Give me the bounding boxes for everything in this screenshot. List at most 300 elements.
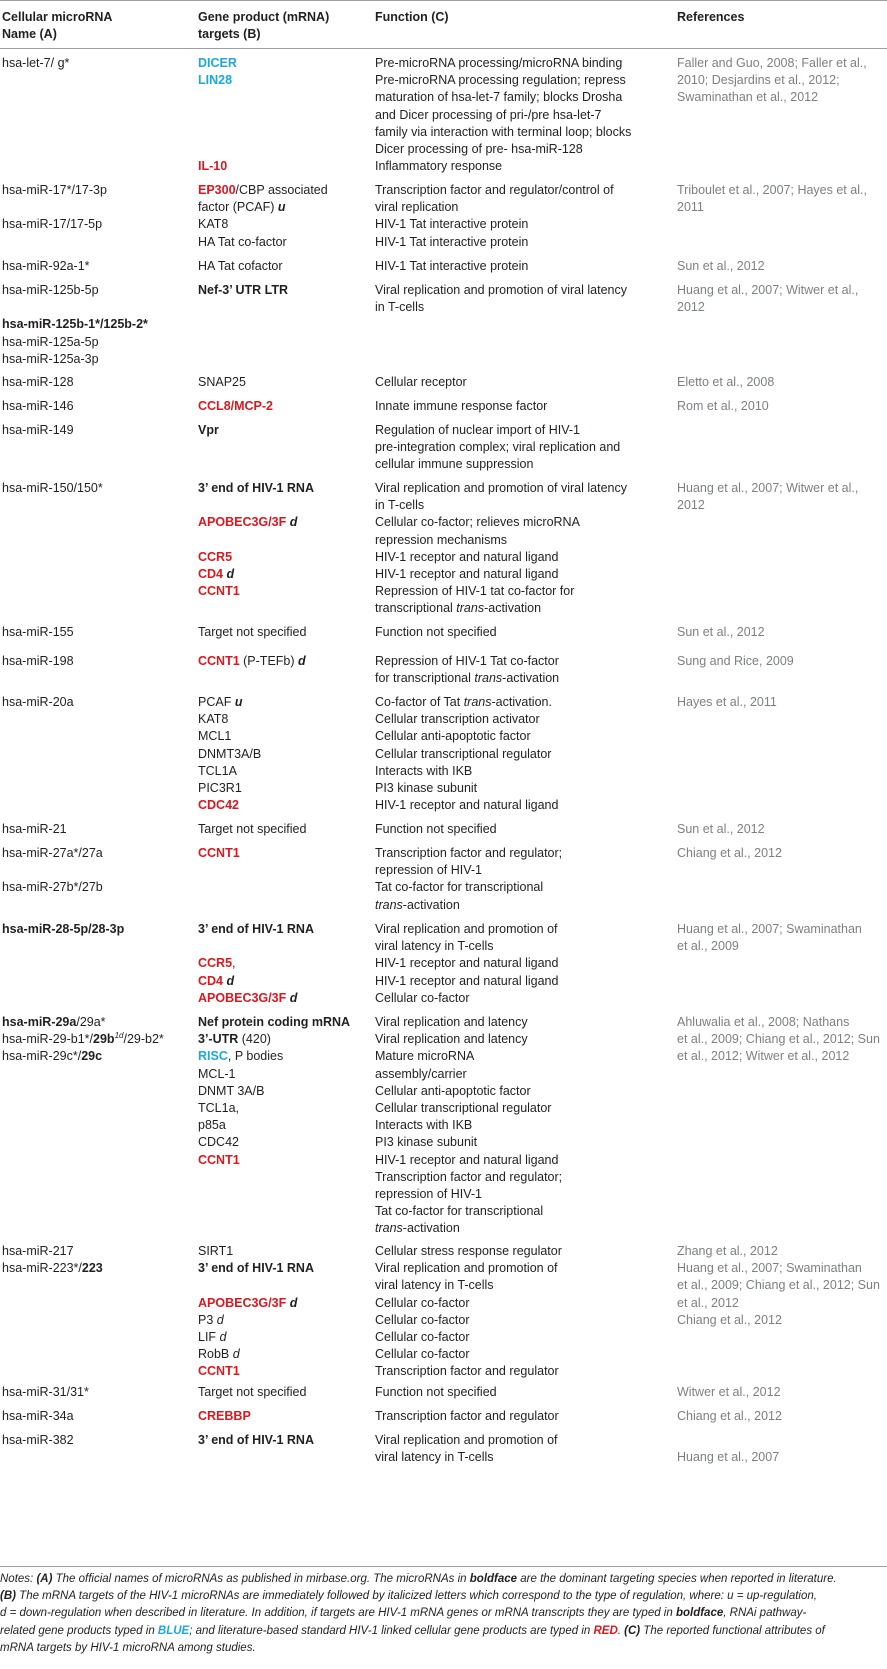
- gene-target: [198, 182, 366, 199]
- gene-target: [198, 1031, 366, 1048]
- text-segment: -activation: [484, 601, 542, 616]
- references-cell: [677, 694, 887, 711]
- function-text: Cellular stress response regulator: [375, 1244, 562, 1258]
- gene-target-cell: [198, 480, 366, 600]
- references-cell: [677, 845, 887, 862]
- microrna-name-cell: [2, 694, 182, 711]
- text-segment: Nef protein coding mRNA: [198, 1015, 351, 1029]
- gene-target: [198, 480, 366, 497]
- function-text: repression mechanisms: [375, 532, 507, 547]
- function-text: Cellular co-factor: [375, 1347, 470, 1362]
- gene-target: [198, 973, 366, 990]
- references-cell: [677, 258, 887, 275]
- note-line: [0, 1588, 887, 1605]
- microrna-name-cell: [2, 921, 182, 938]
- text-segment: 1d: [114, 1031, 124, 1041]
- gene-target: [198, 1048, 366, 1065]
- note-segment: (B): [0, 1590, 16, 1603]
- references-cell: [677, 1408, 887, 1425]
- header-col-c: Function (C): [375, 10, 449, 24]
- function-text: Cellular transcription activator: [375, 712, 540, 727]
- references-cell: [677, 398, 887, 415]
- references-cell: [677, 1384, 887, 1401]
- microrna-name: [2, 1014, 182, 1031]
- gene-target: [198, 1152, 366, 1169]
- microrna-name: hsa-miR-34a: [2, 1409, 74, 1423]
- text-segment: IL-10: [198, 159, 228, 174]
- text-segment: CCNT1: [198, 1152, 240, 1167]
- reference-text: Huang et al., 2007; Swaminathan: [677, 1261, 862, 1276]
- text-segment: p85a: [198, 1118, 226, 1133]
- note-segment: boldface: [675, 1607, 724, 1620]
- function-text: Cellular co-factor: [375, 1330, 470, 1345]
- microrna-name: hsa-miR-20a: [2, 695, 74, 709]
- gene-target: [198, 258, 366, 275]
- reference-text: et al., 2009; Chiang et al., 2012; Sun: [677, 1278, 880, 1293]
- function-cell: [375, 1243, 645, 1381]
- function-text: Cellular co-factor; relieves microRNA: [375, 515, 580, 530]
- microrna-name-cell: [2, 653, 182, 670]
- text-segment: Co-factor of Tat: [375, 695, 464, 709]
- gene-target-cell: [198, 821, 366, 838]
- gene-target: [198, 234, 366, 251]
- function-text: Viral replication and promotion of viral latency: [375, 283, 627, 297]
- reference-text: 2012: [677, 498, 705, 513]
- references-cell: [677, 374, 887, 391]
- microrna-name: hsa-miR-17*/17-3p: [2, 183, 107, 197]
- gene-target: [198, 282, 366, 299]
- text-segment: DNMT 3A/B: [198, 1083, 265, 1098]
- text-segment: MCL-1: [198, 1066, 236, 1081]
- microrna-name: hsa-miR-155: [2, 625, 74, 639]
- text-segment: -activation: [502, 671, 560, 686]
- text-segment: 3’-UTR: [198, 1032, 239, 1047]
- text-segment: d: [289, 515, 298, 530]
- gene-target: [198, 1329, 366, 1346]
- text-segment: SIRT1: [198, 1244, 234, 1258]
- text-segment: 29c: [81, 1049, 103, 1064]
- function-text: HIV-1 receptor and natural ligand: [375, 798, 559, 813]
- function-text: Cellular transcriptional regulator: [375, 1101, 552, 1116]
- header-col-d: References: [677, 10, 745, 24]
- text-segment: Nef-3’ UTR LTR: [198, 283, 289, 297]
- function-text: repression of HIV-1: [375, 863, 482, 878]
- text-segment: LIF: [198, 1330, 220, 1345]
- function-text: in T-cells: [375, 300, 425, 315]
- gene-target: [198, 1014, 366, 1031]
- text-segment: CCNT1: [198, 1364, 240, 1379]
- reference-text: Sun et al., 2012: [677, 822, 765, 836]
- references-cell: [677, 1432, 887, 1466]
- text-segment: APOBEC3G/3F: [198, 990, 290, 1005]
- microrna-name: [2, 1260, 182, 1277]
- function-text: Inflammatory response: [375, 159, 503, 174]
- gene-target: [198, 89, 366, 106]
- note-segment: (A): [36, 1573, 53, 1585]
- function-text: viral latency in T-cells: [375, 1450, 494, 1465]
- function-text: HIV-1 receptor and natural ligand: [375, 567, 559, 582]
- text-segment: P3: [198, 1312, 217, 1327]
- reference-text: Chiang et al., 2012: [677, 1409, 782, 1423]
- gene-target-cell: [198, 258, 366, 275]
- gene-target-cell: [198, 1384, 366, 1401]
- function-cell: [375, 1014, 645, 1238]
- function-text: cellular immune suppression: [375, 457, 534, 472]
- references-cell: [677, 624, 887, 641]
- reference-text: Triboulet et al., 2007; Hayes et al.,: [677, 183, 867, 197]
- note-segment: , RNAi pathway-: [723, 1607, 807, 1620]
- gene-target-cell: [198, 182, 366, 251]
- function-cell: [375, 624, 645, 641]
- microrna-name: hsa-miR-125b-5p: [2, 283, 99, 297]
- function-cell: [375, 821, 645, 838]
- text-segment: u: [234, 695, 243, 709]
- text-segment: KAT8: [198, 712, 229, 727]
- text-segment: (P-TEFb): [239, 654, 299, 668]
- text-segment: -activation: [402, 1221, 460, 1236]
- text-segment: d: [289, 1295, 298, 1310]
- microrna-name: [2, 862, 182, 879]
- function-text: HIV-1 Tat interactive protein: [375, 259, 529, 273]
- gene-target-cell: [198, 1432, 366, 1449]
- text-segment: 3’ end of HIV-1 RNA: [198, 1433, 314, 1447]
- note-segment: The reported functional attributes of: [640, 1624, 825, 1637]
- gene-target-cell: [198, 653, 366, 670]
- text-segment: 3’ end of HIV-1 RNA: [198, 922, 314, 936]
- note-segment: mRNA targets by HIV-1 microRNA among studies.: [0, 1641, 256, 1654]
- microrna-name-cell: [2, 1384, 182, 1401]
- reference-text: Sung and Rice, 2009: [677, 654, 794, 668]
- gene-target: [198, 532, 366, 549]
- references-cell: [677, 55, 887, 107]
- reference-text: et al., 2009; Chiang et al., 2012; Sun: [677, 1032, 880, 1047]
- function-text: and Dicer processing of pri-/pre hsa-let-7: [375, 107, 602, 122]
- function-text: Viral replication and promotion of viral latency: [375, 481, 627, 495]
- function-text: repression of HIV-1: [375, 1187, 482, 1202]
- function-text: Transcription factor and regulator;: [375, 846, 563, 860]
- function-cell: [375, 182, 645, 251]
- text-segment: d: [226, 973, 235, 988]
- gene-target-cell: [198, 624, 366, 641]
- microrna-name-cell: [2, 1014, 182, 1066]
- function-text: Viral replication and latency: [375, 1015, 528, 1029]
- function-text: [375, 1220, 645, 1237]
- microrna-name-cell: [2, 374, 182, 391]
- function-text: Innate immune response factor: [375, 399, 548, 413]
- gene-target: [198, 216, 366, 233]
- gene-target: [198, 1312, 366, 1329]
- function-text: [375, 670, 645, 687]
- function-text: Cellular co-factor: [375, 990, 470, 1005]
- text-segment: d: [219, 1330, 227, 1345]
- function-text: Repression of HIV-1 Tat co-factor: [375, 654, 559, 668]
- microrna-name: hsa-miR-21: [2, 822, 67, 836]
- reference-text: [677, 1432, 887, 1449]
- gene-target-cell: [198, 422, 366, 439]
- microrna-name-cell: [2, 1243, 182, 1277]
- text-segment: Target not specified: [198, 1385, 307, 1399]
- gene-target: [198, 124, 366, 141]
- text-segment: 3’ end of HIV-1 RNA: [198, 481, 314, 495]
- microrna-name: hsa-miR-150/150*: [2, 481, 103, 495]
- function-cell: [375, 1432, 645, 1466]
- gene-target: [198, 158, 366, 175]
- reference-text: Rom et al., 2010: [677, 399, 769, 413]
- text-segment: PCAF: [198, 695, 235, 709]
- text-segment: PIC3R1: [198, 781, 242, 796]
- gene-target: [198, 746, 366, 763]
- references-cell: [677, 480, 887, 514]
- note-segment: (C): [624, 1624, 641, 1637]
- gene-target-cell: [198, 694, 366, 814]
- gene-target: [198, 398, 366, 415]
- text-segment: factor (PCAF): [198, 200, 278, 215]
- text-segment: trans: [375, 1221, 403, 1236]
- note-segment: boldface: [469, 1573, 518, 1585]
- text-segment: d: [298, 654, 306, 668]
- function-text: Transcription factor and regulator: [375, 1409, 559, 1423]
- function-text: Viral replication and promotion of: [375, 1433, 558, 1447]
- reference-text: Chiang et al., 2012: [677, 846, 782, 860]
- text-segment: 223: [81, 1261, 103, 1276]
- microrna-name-cell: [2, 821, 182, 838]
- function-cell: [375, 653, 645, 687]
- references-cell: [677, 921, 887, 955]
- gene-target-cell: [198, 55, 366, 175]
- gene-target-cell: [198, 398, 366, 415]
- function-text: pre-integration complex; viral replication and: [375, 440, 621, 455]
- header-col-b: Gene product (mRNA) targets (B): [198, 10, 330, 41]
- text-segment: CCNT1: [198, 654, 240, 668]
- reference-text: Zhang et al., 2012: [677, 1244, 778, 1258]
- function-cell: [375, 398, 645, 415]
- text-segment: Target not specified: [198, 822, 307, 836]
- text-segment: (420): [238, 1032, 271, 1047]
- microrna-name: hsa-miR-149: [2, 423, 74, 437]
- text-segment: d: [216, 1312, 224, 1327]
- text-segment: , P bodies: [227, 1049, 284, 1064]
- text-segment: trans: [456, 601, 485, 616]
- text-segment: d: [289, 990, 298, 1005]
- text-segment: CDC42: [198, 1135, 239, 1150]
- gene-target: [198, 653, 366, 670]
- function-text: HIV-1 receptor and natural ligand: [375, 549, 559, 564]
- microrna-name: hsa-miR-198: [2, 654, 74, 668]
- gene-target: [198, 797, 366, 814]
- note-segment: Notes:: [0, 1573, 37, 1585]
- microrna-name: hsa-miR-217: [2, 1244, 74, 1258]
- gene-target: [198, 549, 366, 566]
- note-segment: ; and literature-based standard HIV-1 linked cellular gene products are typed in: [189, 1624, 594, 1637]
- gene-target: [198, 374, 366, 391]
- microrna-name: [2, 199, 182, 216]
- gene-target: [198, 1243, 366, 1260]
- function-text: [375, 694, 645, 711]
- function-text: Regulation of nuclear import of HIV-1: [375, 423, 580, 437]
- gene-target: [198, 780, 366, 797]
- function-text: Cellular co-factor: [375, 1295, 470, 1310]
- microrna-name: hsa-miR-146: [2, 399, 74, 413]
- text-segment: RobB: [198, 1347, 233, 1362]
- text-segment: APOBEC3G/3F: [198, 515, 290, 530]
- function-text: Tat co-factor for transcriptional: [375, 1204, 544, 1219]
- text-segment: hsa-miR-29-b1*/: [2, 1032, 94, 1047]
- microrna-name-cell: [2, 55, 182, 72]
- text-segment: for transcriptional: [375, 671, 475, 686]
- microrna-name: hsa-miR-128: [2, 375, 74, 389]
- function-cell: [375, 480, 645, 618]
- function-text: HIV-1 Tat interactive protein: [375, 234, 529, 249]
- function-text: Viral replication and latency: [375, 1032, 528, 1047]
- microrna-name-cell: [2, 258, 182, 275]
- microrna-name: hsa-miR-125a-3p: [2, 351, 99, 366]
- microrna-name-cell: [2, 182, 182, 234]
- gene-target: [198, 763, 366, 780]
- reference-text: Huang et al., 2007; Witwer et al.,: [677, 283, 859, 297]
- note-segment: The mRNA targets of the HIV-1 microRNAs are immediately followed by italicized letters which correspond to the type of regulation, where: u = up-regulation,: [15, 1590, 817, 1603]
- reference-text: Chiang et al., 2012: [677, 1312, 782, 1327]
- function-text: [375, 600, 645, 617]
- text-segment: CD4: [198, 567, 227, 582]
- reference-text: Witwer et al., 2012: [677, 1385, 781, 1399]
- reference-text: 2012: [677, 300, 705, 315]
- gene-target: [198, 566, 366, 583]
- function-text: Cellular transcriptional regulator: [375, 746, 552, 761]
- note-line: [0, 1571, 887, 1588]
- gene-target: [198, 921, 366, 938]
- function-cell: [375, 921, 645, 1007]
- gene-target: [198, 990, 366, 1007]
- text-segment: HA Tat cofactor: [198, 259, 283, 273]
- text-segment: LIN28: [198, 73, 233, 88]
- note-line: [0, 1623, 887, 1640]
- text-segment: Vpr: [198, 423, 219, 437]
- table-notes: [0, 1566, 887, 1657]
- microrna-name: hsa-miR-92a-1*: [2, 259, 90, 273]
- reference-text: et al., 2012; Witwer et al., 2012: [677, 1049, 850, 1064]
- gene-target: [198, 1083, 366, 1100]
- gene-target: [198, 694, 366, 711]
- note-segment: .: [617, 1624, 625, 1637]
- gene-target: [198, 72, 366, 89]
- function-text: HIV-1 receptor and natural ligand: [375, 956, 559, 971]
- reference-text: Huang et al., 2007: [677, 1450, 780, 1465]
- gene-target: [198, 514, 366, 531]
- reference-text: et al., 2012: [677, 1295, 739, 1310]
- text-segment: /29a*: [76, 1015, 106, 1029]
- function-text: maturation of hsa-let-7 family; blocks Drosha: [375, 90, 623, 105]
- function-text: Repression of HIV-1 tat co-factor for: [375, 584, 575, 599]
- text-segment: HA Tat co-factor: [198, 234, 287, 249]
- text-segment: u: [277, 200, 286, 215]
- microrna-name: hsa-miR-382: [2, 1433, 74, 1447]
- microrna-name: hsa-miR-125a-5p: [2, 334, 99, 349]
- microrna-name: hsa-miR-31/31*: [2, 1385, 89, 1399]
- gene-target-cell: [198, 1243, 366, 1381]
- microrna-name-cell: [2, 1432, 182, 1449]
- function-text: assembly/carrier: [375, 1066, 467, 1081]
- function-cell: [375, 1384, 645, 1401]
- text-segment: CCR5: [198, 956, 233, 971]
- gene-target: [198, 821, 366, 838]
- text-segment: Target not specified: [198, 625, 307, 639]
- reference-text: Faller and Guo, 2008; Faller et al.,: [677, 56, 867, 70]
- gene-target-cell: [198, 845, 366, 862]
- gene-target-cell: [198, 282, 366, 299]
- function-text: Transcription factor and regulator/control of: [375, 183, 614, 197]
- function-text: viral latency in T-cells: [375, 939, 494, 954]
- function-text: PI3 kinase subunit: [375, 1135, 478, 1150]
- gene-target-cell: [198, 1408, 366, 1425]
- note-segment: d = down-regulation when described in literature. In addition, if targets are HIV-1 mRNA genes or mRNA transcripts they are typed in: [0, 1607, 676, 1620]
- text-segment: /CBP associated: [235, 183, 328, 197]
- gene-target: [198, 1100, 366, 1117]
- gene-target: [198, 55, 366, 72]
- function-cell: [375, 374, 645, 391]
- gene-target-cell: [198, 1014, 366, 1169]
- text-segment: d: [232, 1347, 240, 1362]
- text-segment: hsa-miR-29c*/: [2, 1049, 82, 1064]
- references-cell: [677, 821, 887, 838]
- function-cell: [375, 282, 645, 316]
- text-segment: TCL1A: [198, 763, 237, 778]
- reference-text: Sun et al., 2012: [677, 259, 765, 273]
- reference-text: Swaminathan et al., 2012: [677, 90, 819, 105]
- function-text: viral replication: [375, 200, 459, 215]
- gene-target: [198, 1363, 366, 1380]
- gene-target: [198, 1295, 366, 1312]
- text-segment: CREBBP: [198, 1409, 251, 1423]
- text-segment: trans: [474, 671, 503, 686]
- note-segment: are the dominant targeting species when reported in literature.: [517, 1573, 837, 1585]
- function-text: Viral replication and promotion of: [375, 922, 558, 936]
- function-text: Tat co-factor for transcriptional: [375, 880, 544, 895]
- gene-target: [198, 497, 366, 514]
- gene-target: [198, 845, 366, 862]
- function-text: Cellular anti-apoptotic factor: [375, 729, 531, 744]
- gene-target: [198, 422, 366, 439]
- function-text: Transcription factor and regulator: [375, 1364, 559, 1379]
- text-segment: CCL8/MCP-2: [198, 399, 274, 413]
- text-segment: CDC42: [198, 798, 239, 813]
- text-segment: -activation.: [491, 695, 552, 709]
- note-line: [0, 1640, 887, 1657]
- gene-target: [198, 1384, 366, 1401]
- gene-target: [198, 199, 366, 216]
- microrna-name: [2, 1048, 182, 1065]
- microrna-name: hsa-miR-27b*/27b: [2, 880, 103, 895]
- text-segment: d: [226, 567, 235, 582]
- references-cell: [677, 282, 887, 316]
- function-cell: [375, 694, 645, 814]
- gene-target: [198, 1277, 366, 1294]
- reference-text: Huang et al., 2007; Witwer et al.,: [677, 481, 859, 495]
- text-segment: DICER: [198, 56, 237, 70]
- function-text: Viral replication and promotion of: [375, 1261, 558, 1276]
- gene-target-cell: [198, 921, 366, 1007]
- reference-text: Hayes et al., 2011: [677, 695, 777, 709]
- microrna-name: [2, 299, 182, 316]
- references-cell: [677, 182, 887, 216]
- function-text: Transcription factor and regulator;: [375, 1169, 563, 1184]
- text-segment: hsa-miR-223*/: [2, 1261, 82, 1276]
- microrna-name: [2, 1031, 182, 1048]
- gene-target: [198, 1066, 366, 1083]
- text-segment: CD4: [198, 973, 227, 988]
- note-line: [0, 1605, 887, 1622]
- gene-target: [198, 955, 366, 972]
- reference-text: Eletto et al., 2008: [677, 375, 775, 389]
